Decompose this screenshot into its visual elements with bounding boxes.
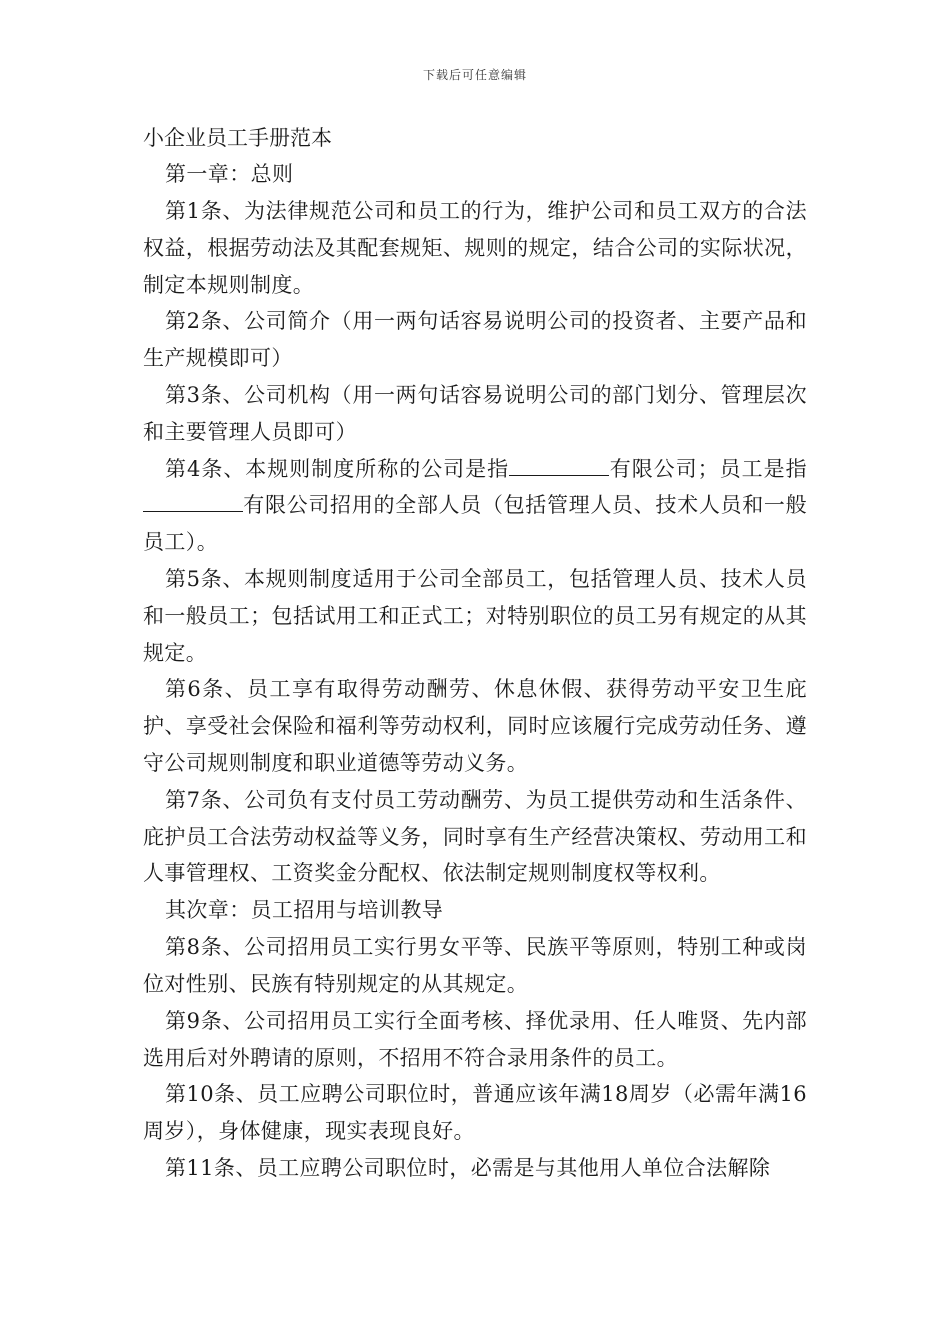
company-name-blank-2[interactable] [143,489,243,512]
article-4-part-2: 有限公司；员工是指 [609,456,807,481]
article-2: 第2条、公司简介（用一两句话容易说明公司的投资者、主要产品和生产规模即可） [143,309,807,371]
article-5: 第5条、本规则制度适用于公司全部员工，包括管理人员、技术人员和一般员工；包括试用工和正式工；对特别职位的员工另有规定的从其规定。 [143,566,807,665]
article-4-part-1: 第4条、本规则制度所称的公司是指 [165,456,510,481]
article-1: 第1条、为法律规范公司和员工的行为，维护公司和员工双方的合法权益，根据劳动法及其配套规矩、规则的规定，结合公司的实际状况，制定本规则制度。 [143,199,807,297]
document-title: 小企业员工手册范本 [143,126,332,150]
article-10: 第10条、员工应聘公司职位时，普通应该年满18周岁（必需年满16周岁），身体健康，现实表现良好。 [143,1082,807,1144]
article-6: 第6条、员工享有取得劳动酬劳、休息休假、获得劳动平安卫生庇护、享受社会保险和福利等劳动权利，同时应该履行完成劳动任务、遵守公司规则制度和职业道德等劳动义务。 [143,677,807,775]
article-7: 第7条、公司负有支付员工劳动酬劳、为员工提供劳动和生活条件、庇护员工合法劳动权益等义务，同时享有生产经营决策权、劳动用工和人事管理权、工资奖金分配权、依法制定规则制度权等权利。 [143,787,807,886]
document-body [143,120,807,1187]
article-4-part-3: 有限公司招用的全部人员（包括管理人员、技术人员和一般员工）。 [143,493,807,555]
article-11: 第11条、员工应聘公司职位时，必需是与其他用人单位合法解除 [165,1155,771,1180]
chapter-heading-2: 其次章：员工招用与培训教导 [165,898,444,923]
article-3: 第3条、公司机构（用一两句话容易说明公司的部门划分、管理层次和主要管理人员即可） [143,382,807,444]
article-8: 第8条、公司招用员工实行男女平等、民族平等原则，特别工种或岗位对性别、民族有特别规定的从其规定。 [143,935,807,996]
chapter-heading-1: 第一章：总则 [165,162,294,186]
page-header-note: 下载后可任意编辑 [422,68,527,82]
article-4 [143,451,807,561]
article-9: 第9条、公司招用员工实行全面考核、择优录用、任人唯贤、先内部选用后对外聘请的原则，不招用不符合录用条件的员工。 [143,1008,807,1070]
company-name-blank-1[interactable] [509,453,609,476]
